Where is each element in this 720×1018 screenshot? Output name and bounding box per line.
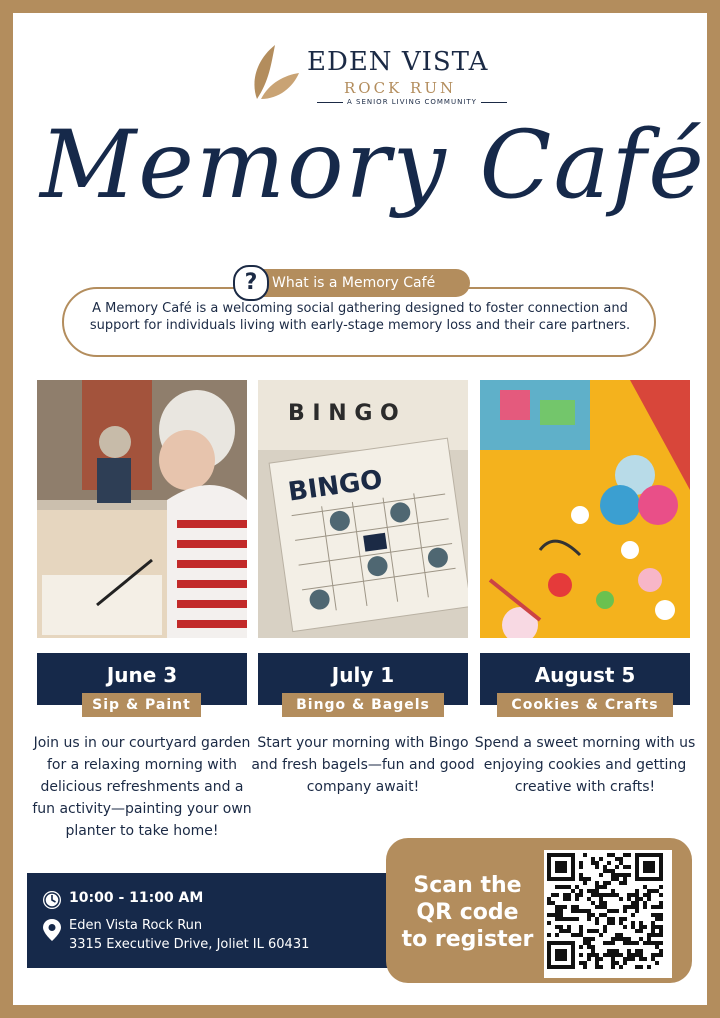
- event-name-sip-paint: Sip & Paint: [82, 693, 201, 717]
- svg-text:B I N G O: B I N G O: [288, 401, 399, 426]
- sip-paint-photo: [37, 380, 247, 638]
- event-description-july: Start your morning with Bingo and fresh bagels—fun and good company await!: [251, 735, 475, 795]
- page-title: Memory Café: [40, 111, 706, 220]
- event-date-august: August 5: [480, 653, 690, 705]
- event-date-june: June 3: [37, 653, 247, 705]
- event-description-august: Spend a sweet morning with us enjoying cookies and getting creative with crafts!: [474, 735, 696, 795]
- brand-tagline: A SENIOR LIVING COMMUNITY: [313, 98, 489, 106]
- event-name-cookies-crafts: Cookies & Crafts: [497, 693, 673, 717]
- event-details-bar: [27, 873, 397, 968]
- crafts-photo: [480, 380, 690, 638]
- intro-heading-pill: [240, 269, 470, 297]
- registration-qr-code[interactable]: [544, 850, 672, 978]
- event-date-july: July 1: [258, 653, 468, 705]
- brand-name: EDEN VISTA: [307, 47, 489, 77]
- event-time: 10:00 - 11:00 AM: [69, 890, 204, 906]
- clock-icon: [42, 890, 62, 910]
- bingo-photo: [258, 380, 468, 638]
- question-mark-icon: ?: [233, 265, 269, 301]
- leaf-logo-icon: [249, 43, 301, 101]
- venue-name: Eden Vista Rock Run: [69, 918, 203, 933]
- intro-description: A Memory Café is a welcoming social gathering designed to foster connection and support for individuals living with early-stage memory loss and their care partners.: [89, 301, 631, 333]
- svg-text:BINGO: BINGO: [286, 464, 385, 508]
- brand-logo: [249, 41, 499, 111]
- registration-box: [386, 838, 692, 983]
- map-pin-icon: [42, 918, 62, 942]
- registration-text: Scan the QR code to register: [401, 873, 534, 952]
- brand-location: ROCK RUN: [344, 79, 457, 97]
- intro-heading: What is a Memory Café: [272, 275, 436, 291]
- venue-address: 3315 Executive Drive, Joliet IL 60431: [69, 937, 310, 952]
- event-description-june: Join us in our courtyard garden for a relaxing morning with delicious refreshments and a fun activity—painting your own planter to take home!: [32, 735, 252, 839]
- event-name-bingo-bagels: Bingo & Bagels: [282, 693, 444, 717]
- event-venue: [69, 916, 309, 954]
